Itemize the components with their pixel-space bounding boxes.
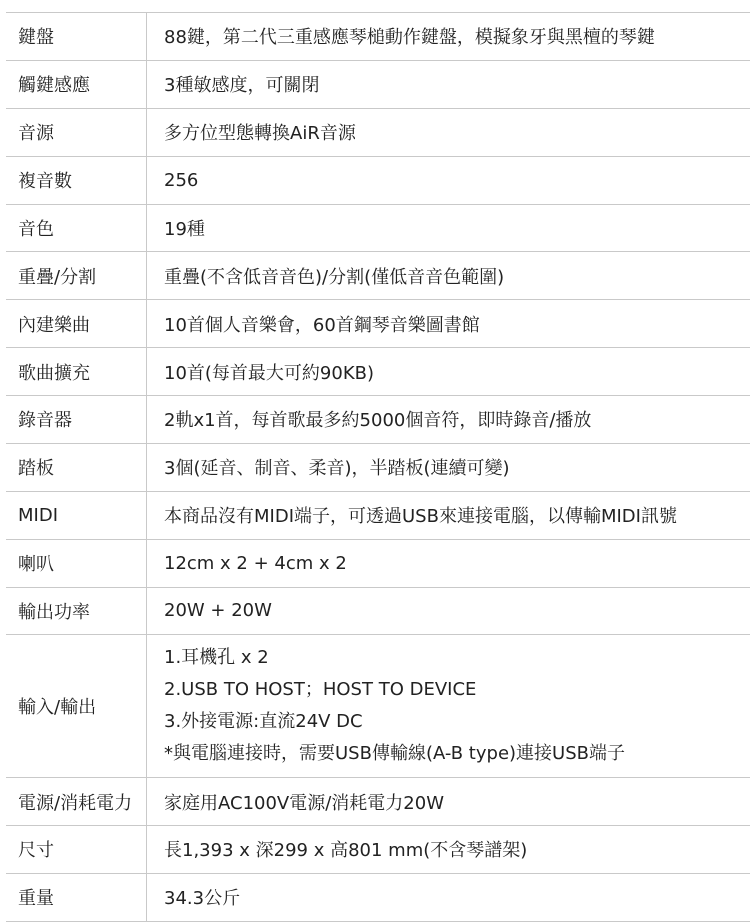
- spec-value: 20W + 20W: [164, 600, 272, 622]
- spec-label: 鍵盤: [6, 13, 147, 60]
- spec-label: MIDI: [6, 492, 147, 539]
- spec-label: 喇叭: [6, 540, 147, 587]
- io-lines: [164, 642, 625, 770]
- spec-label: 重量: [6, 874, 147, 921]
- spec-label: 音色: [6, 205, 147, 252]
- spec-value: 19種: [164, 218, 205, 240]
- spec-row-tones: [6, 205, 750, 253]
- spec-label: 歌曲擴充: [6, 348, 147, 395]
- spec-value: 3個(延音、制音、柔音)，半踏板(連續可變): [164, 458, 510, 479]
- spec-value: 長1,393 x 深299 x 高801 mm(不含琴譜架): [164, 840, 528, 862]
- spec-value: 34.3公斤: [164, 888, 241, 909]
- io-line: 1.耳機孔 x 2: [164, 647, 269, 668]
- spec-row-midi: [6, 492, 750, 540]
- spec-label: 錄音器: [6, 396, 147, 443]
- spec-value: 家庭用AC100V電源/消耗電力20W: [164, 792, 445, 814]
- spec-value: 3種敏感度，可關閉: [164, 75, 320, 96]
- spec-row-weight: [6, 874, 750, 922]
- spec-row-power: [6, 778, 750, 826]
- spec-value: 2軌x1首，每首歌最多約5000個音符，即時錄音/播放: [164, 410, 592, 432]
- spec-row-touch-sensitivity: [6, 61, 750, 109]
- spec-value: [147, 635, 750, 777]
- spec-row-layer-split: [6, 252, 750, 300]
- spec-label: 電源/消耗電力: [6, 778, 147, 825]
- spec-row-song-expansion: [6, 348, 750, 396]
- spec-value: 12cm x 2 + 4cm x 2: [164, 552, 347, 574]
- spec-value: 重疊(不含低音音色)/分割(僅低音音色範圍): [164, 266, 505, 288]
- spec-row-polyphony: [6, 157, 750, 205]
- spec-table: [6, 12, 750, 922]
- spec-row-keyboard: [6, 13, 750, 61]
- spec-value: 10首(每首最大可約90KB): [164, 362, 375, 384]
- spec-label: 音源: [6, 109, 147, 156]
- spec-value: 256: [164, 169, 199, 191]
- spec-label: 輸出功率: [6, 588, 147, 635]
- io-line: 2.USB TO HOST；HOST TO DEVICE: [164, 679, 477, 700]
- spec-label: 內建樂曲: [6, 300, 147, 347]
- spec-value: 本商品沒有MIDI端子，可透過USB來連接電腦，以傳輸MIDI訊號: [164, 506, 677, 527]
- spec-label: 踏板: [6, 444, 147, 491]
- spec-row-pedals: [6, 444, 750, 492]
- spec-label: 重疊/分割: [6, 252, 147, 299]
- spec-label: 觸鍵感應: [6, 61, 147, 108]
- io-line: *與電腦連接時，需要USB傳輸線(A-B type)連接USB端子: [164, 743, 625, 764]
- spec-row-input-output: [6, 635, 750, 778]
- spec-value: 多方位型態轉換AiR音源: [164, 123, 356, 144]
- spec-row-dimensions: [6, 826, 750, 874]
- spec-row-speakers: [6, 540, 750, 588]
- spec-label: 輸入/輸出: [6, 635, 147, 777]
- spec-row-output-power: [6, 588, 750, 636]
- spec-value: 88鍵，第二代三重感應琴槌動作鍵盤，模擬象牙與黑檀的琴鍵: [164, 27, 655, 49]
- io-line: 3.外接電源:直流24V DC: [164, 711, 363, 732]
- spec-label: 尺寸: [6, 826, 147, 873]
- spec-row-sound-source: [6, 109, 750, 157]
- spec-row-built-in-songs: [6, 300, 750, 348]
- spec-row-recorder: [6, 396, 750, 444]
- spec-label: 複音數: [6, 157, 147, 204]
- spec-value: 10首個人音樂會，60首鋼琴音樂圖書館: [164, 314, 480, 336]
